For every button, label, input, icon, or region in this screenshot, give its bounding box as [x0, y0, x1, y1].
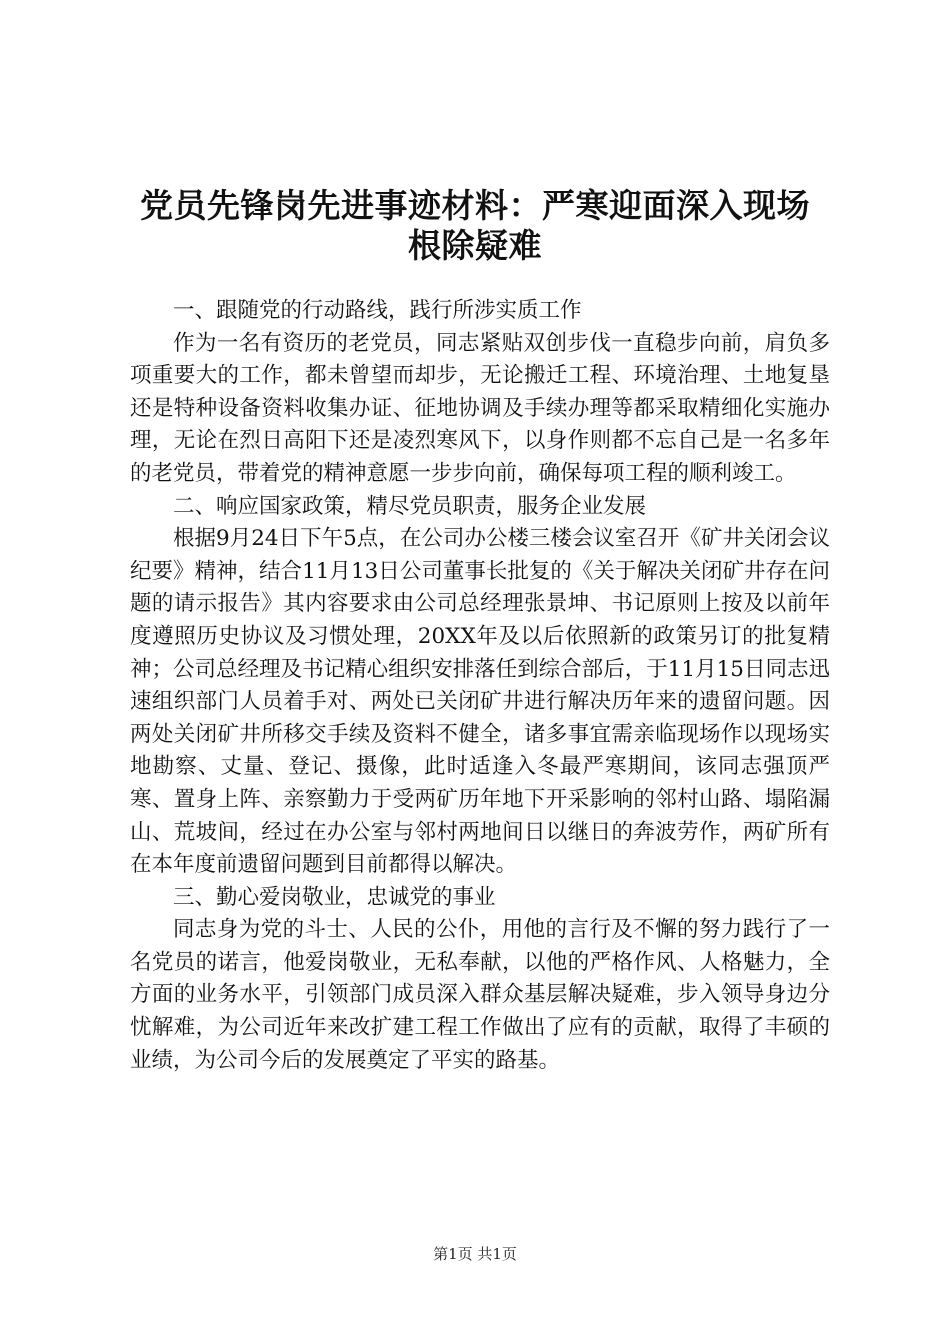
document-body — [130, 295, 830, 1077]
section-heading-2: 二、响应国家政策，精尽党员职责，服务企业发展 — [173, 493, 647, 519]
body-paragraph-1: 作为一名有资历的老党员，同志紧贴双创步伐一直稳步向前，肩负多项重要大的工作，都未曾望而却步，无论搬迁工程、环境治理、土地复垦还是特种设备资料收集办证、征地协调及手续办理等都采取精细化实施办理，无论在烈日高阳下还是凌烈寒风下，以身作则都不忘自己是一名多年的老党员，带着党的精神意愿一步步向前，确保每项工程的顺利竣工。 — [130, 330, 830, 486]
page-footer: 第1页 共1页 — [433, 1245, 517, 1263]
document-title-line-2: 根除疑难 — [408, 226, 542, 265]
section-heading-1: 一、跟随党的行动路线，践行所涉实质工作 — [173, 298, 582, 323]
document-title-line-1: 党员先锋岗先进事迹材料：严寒迎面深入现场 — [140, 186, 810, 225]
section-heading-3: 三、勤心爱岗敬业，忠诚党的事业 — [173, 884, 496, 910]
body-paragraph-3: 同志身为党的斗士、人民的公仆，用他的言行及不懈的努力践行了一名党员的诺言，他爱岗敬业，无私奉献，以他的严格作风、人格魅力，全方面的业务水平，引领部门成员深入群众基层解决疑难，步入领导身边分忧解难，为公司近年来改扩建工程工作做出了应有的贡献，取得了丰硕的业绩，为公司今后的发展奠定了平实的路基。 — [130, 917, 830, 1073]
body-paragraph-2: 根据9月24日下午5点，在公司办公楼三楼会议室召开《矿井关闭会议纪要》精神，结合11月13日公司董事长批复的《关于解决关闭矿井存在问题的请示报告》其内容要求由公司总经理张景坤、书记原则上按及以前年度遵照历史协议及习惯处理，20XX年及以后依照新的政策另订的批复精神；公司总经理及书记精心组织安排落任到综合部后，于11月15日同志迅速组织部门人员着手对、两处已关闭矿井进行解决历年来的遗留问题。因两处关闭矿井所移交手续及资料不健全，诸多事宜需亲临现场作以现场实地勘察、丈量、登记、摄像，此时适逢入冬最严寒期间，该同志强顶严寒、置身上阵、亲察勤力于受两矿历年地下开采影响的邻村山路、塌陷漏山、荒坡间，经过在办公室与邻村两地间日以继日的奔波劳作，两矿所有在本年度前遗留问题到目前都得以解决。 — [130, 526, 830, 878]
